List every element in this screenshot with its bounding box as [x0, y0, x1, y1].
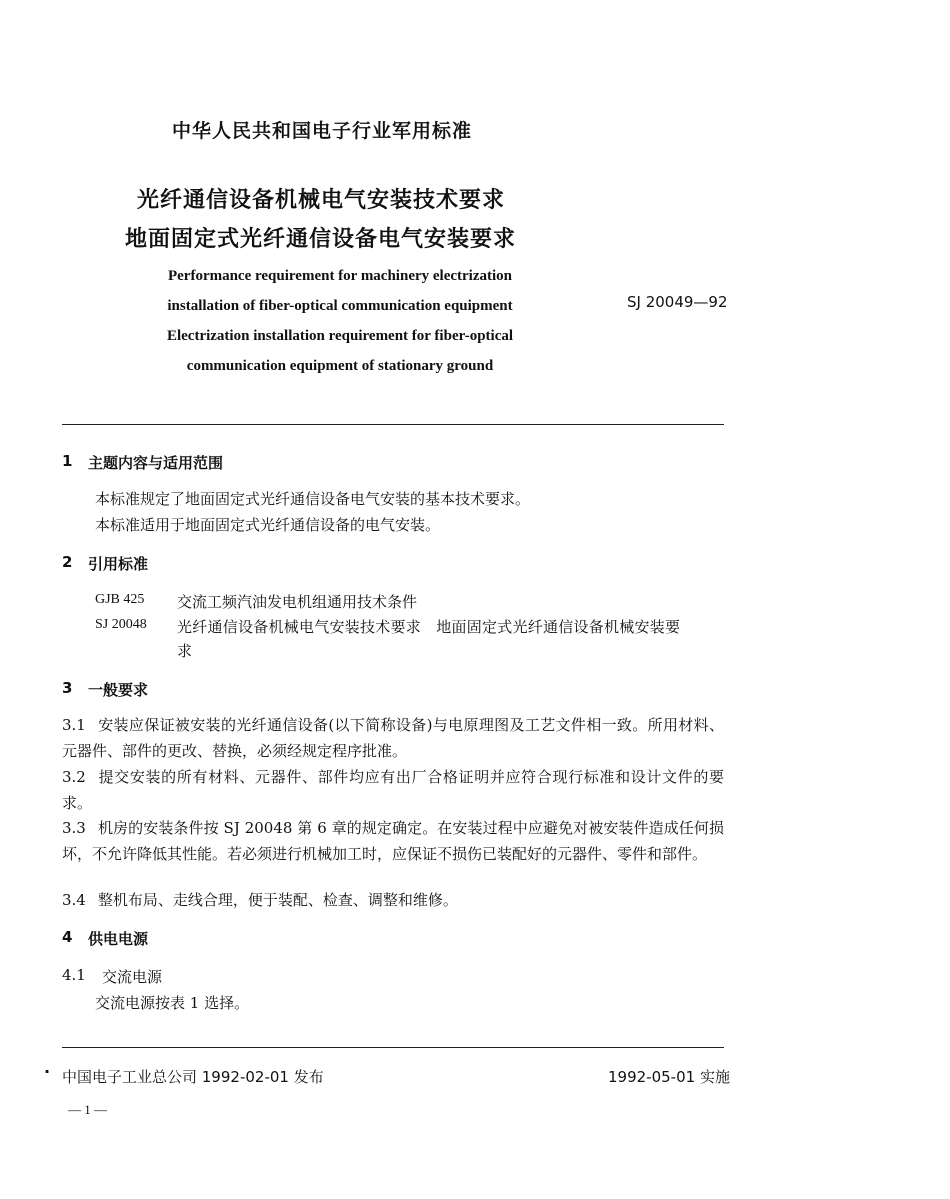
clause-number: 3.4 [62, 891, 86, 909]
title-en-line-3: Electrization installation requirement for fiber-optical [166, 328, 514, 344]
section-2-number: 2 [62, 553, 73, 571]
section-1-number: 1 [62, 452, 73, 470]
clause-4-1-text: 交流电源按表 1 选择。 [95, 994, 250, 1012]
title-en-line-1: Performance requirement for machinery electrization [167, 268, 513, 284]
clause-3-1 [62, 712, 724, 764]
section-1-paragraph-1: 本标准规定了地面固定式光纤通信设备电气安装的基本技术要求。 [95, 490, 531, 508]
clause-text: 整机布局、走线合理，便于装配、检查、调整和维修。 [97, 891, 458, 909]
standard-code: SJ 20049—92 [627, 293, 728, 311]
clause-number: 3.3 [62, 819, 86, 837]
clause-4-1-number: 4.1 [62, 966, 86, 984]
section-4-title: 供电电源 [88, 930, 149, 948]
section-4-number: 4 [62, 928, 73, 946]
clause-text: 机房的安装条件按 SJ 20048 第 6 章的规定确定。在安装过程中应避免对被安装件造成任何损坏，不允许降低其性能。若必须进行机械加工时，应保证不损伤已装配好的元器件、零件和部件。 [62, 819, 724, 863]
clause-number: 3.2 [62, 768, 86, 786]
clause-4-1-title: 交流电源 [102, 968, 163, 986]
clause-3-4 [62, 887, 724, 913]
reference-title-continued: 求 [177, 642, 193, 660]
footer-divider [62, 1047, 724, 1048]
section-2-title: 引用标准 [88, 555, 149, 573]
footer-bullet: · [44, 1062, 51, 1081]
section-1-title: 主题内容与适用范围 [88, 454, 224, 472]
section-1-paragraph-2: 本标准适用于地面固定式光纤通信设备的电气安装。 [95, 516, 441, 534]
standard-type: 中华人民共和国电子行业军用标准 [172, 120, 473, 142]
title-cn-line-2: 地面固定式光纤通信设备电气安装要求 [125, 227, 517, 252]
reference-title: 交流工频汽油发电机组通用技术条件 [177, 593, 418, 611]
header-divider [62, 424, 724, 425]
title-en-line-2: installation of fiber-optical communication equipment [167, 298, 513, 314]
reference-code: SJ 20048 [95, 617, 147, 632]
clause-text: 提交安装的所有材料、元器件、部件均应有出厂合格证明并应符合现行标准和设计文件的要求。 [62, 768, 724, 812]
page-number: — 1 — [68, 1102, 107, 1117]
section-3-number: 3 [62, 679, 73, 697]
clause-3-3 [62, 815, 724, 867]
clause-text: 安装应保证被安装的光纤通信设备(以下简称设备)与电原理图及工艺文件相一致。所用材料、元器件、部件的更改、替换，必须经规定程序批准。 [62, 716, 724, 760]
issuer-line: 中国电子工业总公司 1992-02-01 发布 [62, 1068, 324, 1086]
title-cn-line-1: 光纤通信设备机械电气安装技术要求 [137, 188, 506, 213]
reference-title: 光纤通信设备机械电气安装技术要求 地面固定式光纤通信设备机械安装要 [177, 618, 681, 636]
clause-3-2 [62, 764, 724, 816]
effective-date: 1992-05-01 实施 [608, 1068, 730, 1086]
title-en-line-4: communication equipment of stationary ground [186, 358, 494, 374]
clause-number: 3.1 [62, 716, 86, 734]
reference-code: GJB 425 [95, 592, 145, 607]
section-3-title: 一般要求 [88, 681, 149, 699]
